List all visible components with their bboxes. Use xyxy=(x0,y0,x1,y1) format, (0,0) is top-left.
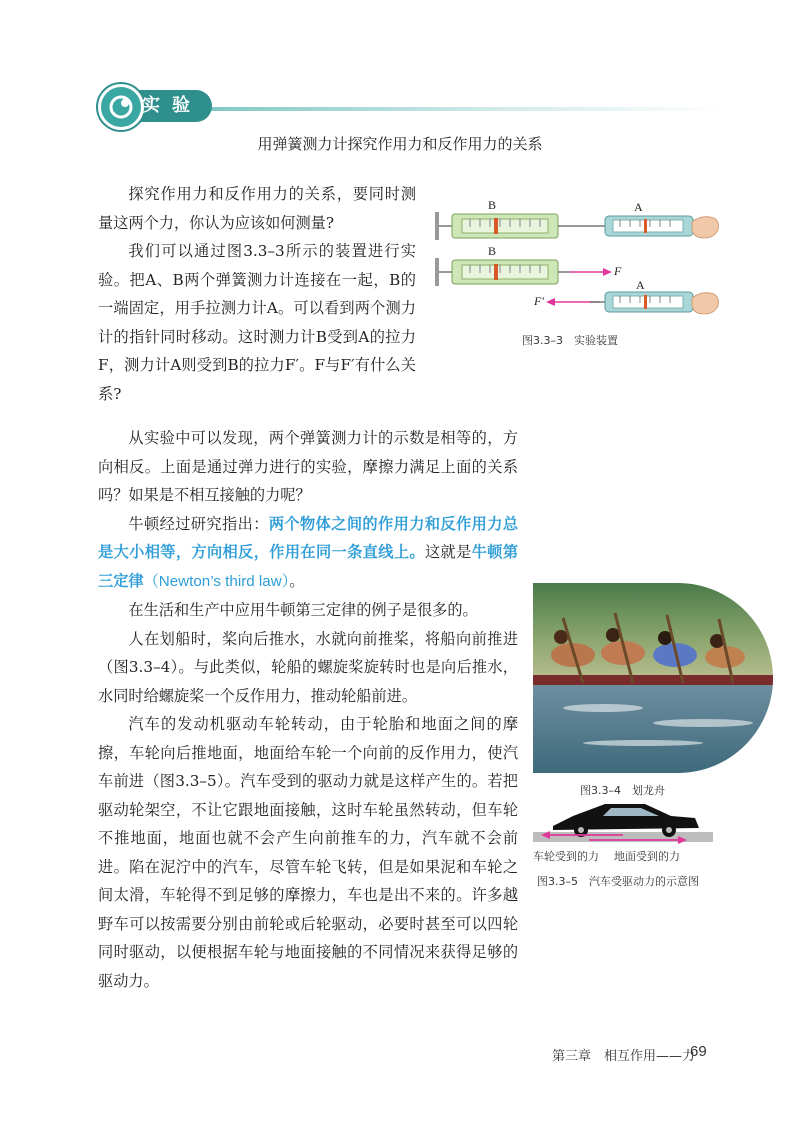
label-a-bottom: A xyxy=(636,278,645,292)
page-number: 69 xyxy=(690,1043,707,1060)
dragon-boat-image xyxy=(533,583,773,773)
figure-caption-3-3-3: 图3.3–3 实验装置 xyxy=(522,334,618,347)
body-paragraph-rowing: 人在划船时，桨向后推水，水就向前推桨，将船向前推进（图3.3–4）。与此类似，轮船的螺旋桨旋转时也是向后推水，水同时给螺旋桨一个反作用力，推动轮船前进。 xyxy=(98,629,518,705)
body-paragraph-newton xyxy=(98,510,518,597)
label-b-top: B xyxy=(488,198,497,212)
car-force-illustration xyxy=(533,796,713,846)
body-paragraph-car: 汽车的发动机驱动车轮转动，由于轮胎和地面之间的摩擦，车轮向后推地面，地面给车轮一个向前的反作用力，使汽车前进（图3.3–5）。汽车受到的驱动力就是这样产生的。若把驱动轮架空，不让它跟地面接触，这时车轮虽然转动，但车轮不推地面，地面也就不会产生向前推车的力，汽车就不会前进。陷在泥泞中的汽车，尽管车轮飞转，但是如果泥和车轮之间太滑，车轮得不到足够的摩擦力，车也是出不来的。许多越野车可以按需要分别由前轮或后轮驱动，必要时甚至可以四轮同时驱动，以便根据车轮与地面接触的不同情况来获得足够的驱动力。 xyxy=(98,715,518,990)
experiment-paragraph-1: 探究作用力和反作用力的关系，要同时测量这两个力，你认为应该如何测量? xyxy=(98,185,416,232)
label-force-f-prime: F′ xyxy=(534,294,544,308)
experiment-title: 用弹簧测力计探究作用力和反作用力的关系 xyxy=(257,135,543,153)
dragon-boat-photo xyxy=(533,583,773,773)
section-label: 实验 xyxy=(142,95,202,116)
experiment-circle-icon xyxy=(98,84,144,130)
car-diagram xyxy=(533,796,713,846)
newton-end: 。 xyxy=(289,571,305,590)
header-rule xyxy=(202,107,722,111)
newton-intro: 牛顿经过研究指出： xyxy=(128,514,269,533)
label-wheel-force: 车轮受到的力 xyxy=(533,850,599,863)
spring-scale-diagram xyxy=(430,194,720,334)
body-text xyxy=(98,424,518,995)
label-ground-force: 地面受到的力 xyxy=(614,850,680,863)
newton-third-law-term: 牛顿第三定律 xyxy=(98,543,519,590)
figure-caption-3-3-5: 图3.3–5 汽车受驱动力的示意图 xyxy=(537,875,699,888)
label-b-mid: B xyxy=(488,244,497,258)
experiment-paragraph-2: 我们可以通过图3.3–3所示的装置进行实验。把A、B两个弹簧测力计连接在一起，B的一端固定，用手拉测力计A。可以看到两个测力计的指针同时移动。这时测力计B受到A的拉力F，测力计A则受到B的拉力F′。F与F′有什么关系? xyxy=(98,242,416,403)
newton-english-term: （Newton’s third law） xyxy=(143,572,290,590)
chapter-footer: 第三章 相互作用——力 xyxy=(552,1049,696,1064)
experiment-text xyxy=(98,180,416,408)
body-paragraph-examples: 在生活和生产中应用牛顿第三定律的例子是很多的。 xyxy=(128,601,478,619)
figure-spring-scales xyxy=(430,194,720,354)
label-a-top: A xyxy=(634,200,643,214)
newton-connector: 这就是 xyxy=(424,543,472,561)
label-force-f: F xyxy=(614,264,622,278)
body-paragraph-1: 从实验中可以发现，两个弹簧测力计的示数是相等的，方向相反。上面是通过弹力进行的实验，摩擦力满足上面的关系吗？如果是不相互接触的力呢？ xyxy=(98,429,518,504)
newton-law-statement: 两个物体之间的作用力和反作用力总是大小相等，方向相反，作用在同一条直线上。 xyxy=(98,514,519,561)
figure-caption-3-3-4: 图3.3–4 划龙舟 xyxy=(580,784,665,797)
